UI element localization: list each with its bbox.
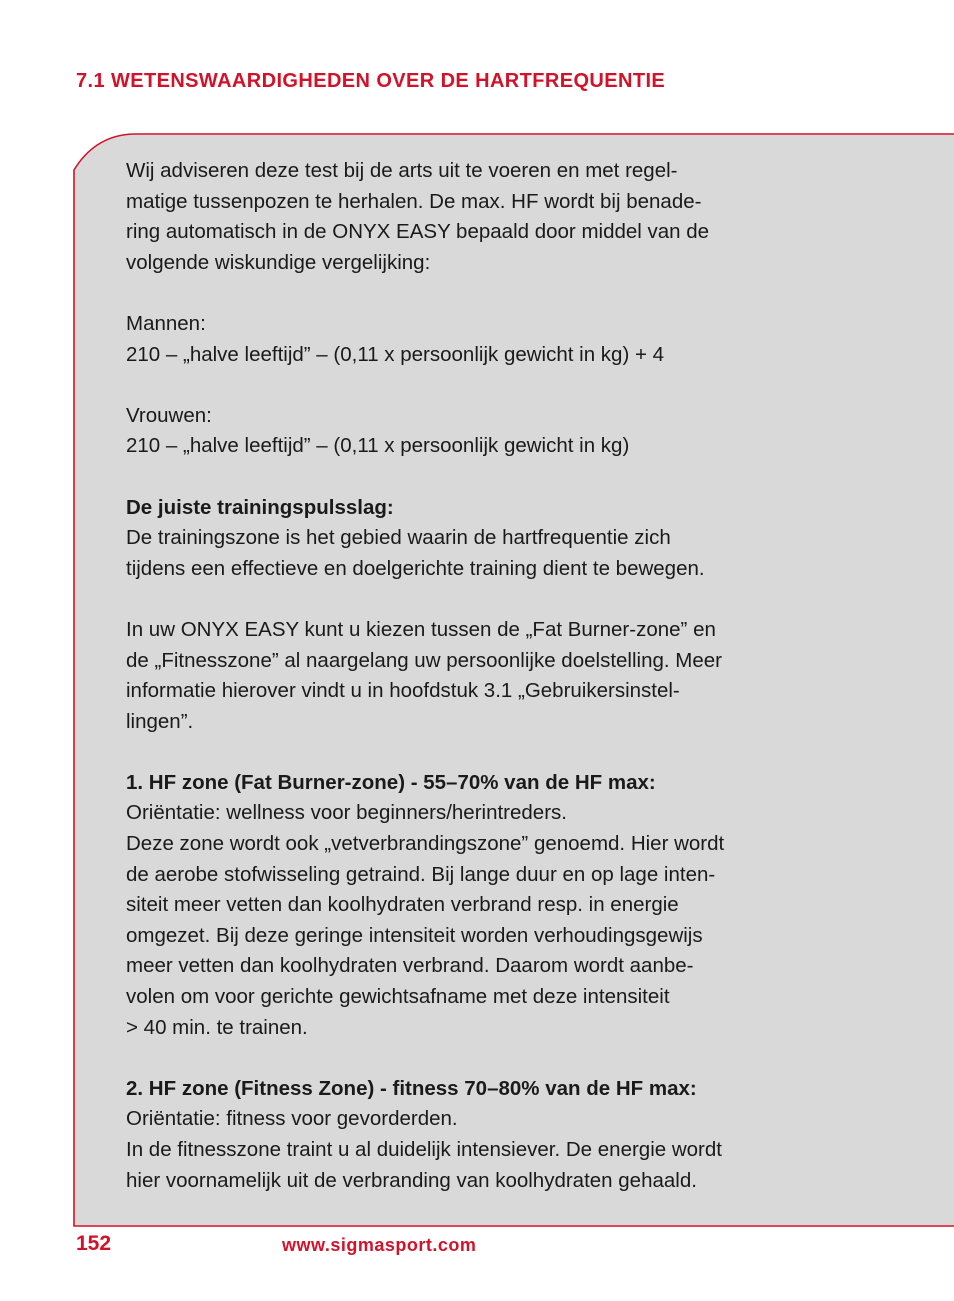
zone2-line: Oriëntatie: fitness voor gevorderden. — [126, 1107, 458, 1131]
zones-info-line: informatie hierover vindt u in hoofdstuk 3.1 „Gebruikersinstel- — [126, 679, 680, 703]
zone2-title: 2. HF zone (Fitness Zone) - fitness 70–80% van de HF max: — [126, 1076, 697, 1100]
men-label: Mannen: — [126, 311, 206, 335]
intro-line: ring automatisch in de ONYX EASY bepaald door middel van de — [126, 220, 710, 244]
zone1-line: meer vetten dan koolhydraten verbrand. Daarom wordt aanbe- — [126, 954, 694, 978]
training-pulse-block — [126, 493, 836, 585]
training-pulse-line: tijdens een effectieve en doelgerichte training dient te bewegen. — [126, 556, 705, 580]
zones-info-line: In uw ONYX EASY kunt u kiezen tussen de „Fat Burner-zone” en — [126, 617, 716, 641]
zone1-line: Oriëntatie: wellness voor beginners/herintreders. — [126, 801, 567, 825]
men-formula: 210 – „halve leeftijd” – (0,11 x persoonlijk gewicht in kg) + 4 — [126, 342, 665, 366]
zone2-line: hier voornamelijk uit de verbranding van koolhydraten gehaald. — [126, 1168, 697, 1192]
zone2-line: In de fitnesszone traint u al duidelijk intensiever. De energie wordt — [126, 1138, 722, 1161]
section-heading: 7.1 WETENSWAARDIGHEDEN OVER DE HARTFREQUENTIE — [76, 70, 666, 92]
body-text — [126, 156, 836, 1196]
page-number: 152 — [76, 1232, 112, 1255]
men-formula-block — [126, 309, 836, 370]
zone2-block — [126, 1074, 836, 1196]
women-label: Vrouwen: — [126, 403, 212, 427]
zones-info-line: de „Fitnesszone” al naargelang uw persoonlijke doelstelling. Meer — [126, 648, 722, 672]
zone1-line: volen om voor gerichte gewichtsafname met deze intensiteit — [126, 985, 670, 1009]
zones-info-paragraph — [126, 615, 836, 737]
zone1-line: siteit meer vetten dan koolhydraten verbrand resp. in energie — [126, 893, 679, 917]
zone1-line: Deze zone wordt ook „vetverbrandingszone” genoemd. Hier wordt — [126, 832, 725, 856]
intro-line: Wij adviseren deze test bij de arts uit te voeren en met regel- — [126, 159, 678, 182]
zone1-line: > 40 min. te trainen. — [126, 1015, 308, 1039]
website-link[interactable]: www.sigmasport.com — [282, 1235, 477, 1255]
intro-line: matige tussenpozen te herhalen. De max. HF wordt bij benade- — [126, 189, 702, 213]
intro-paragraph — [126, 156, 836, 278]
training-pulse-title: De juiste trainingspulsslag: — [126, 495, 394, 519]
women-formula-block — [126, 401, 836, 462]
zone1-line: omgezet. Bij deze geringe intensiteit worden verhoudingsgewijs — [126, 923, 703, 947]
zone1-title: 1. HF zone (Fat Burner-zone) - 55–70% van de HF max: — [126, 770, 656, 794]
intro-line: volgende wiskundige vergelijking: — [126, 250, 431, 274]
women-formula: 210 – „halve leeftijd” – (0,11 x persoonlijk gewicht in kg) — [126, 434, 630, 458]
training-pulse-line: De trainingszone is het gebied waarin de hartfrequentie zich — [126, 526, 671, 550]
zones-info-line: lingen”. — [126, 709, 194, 733]
zone1-line: de aerobe stofwisseling getraind. Bij lange duur en op lage inten- — [126, 862, 716, 886]
zone1-block — [126, 768, 836, 1043]
